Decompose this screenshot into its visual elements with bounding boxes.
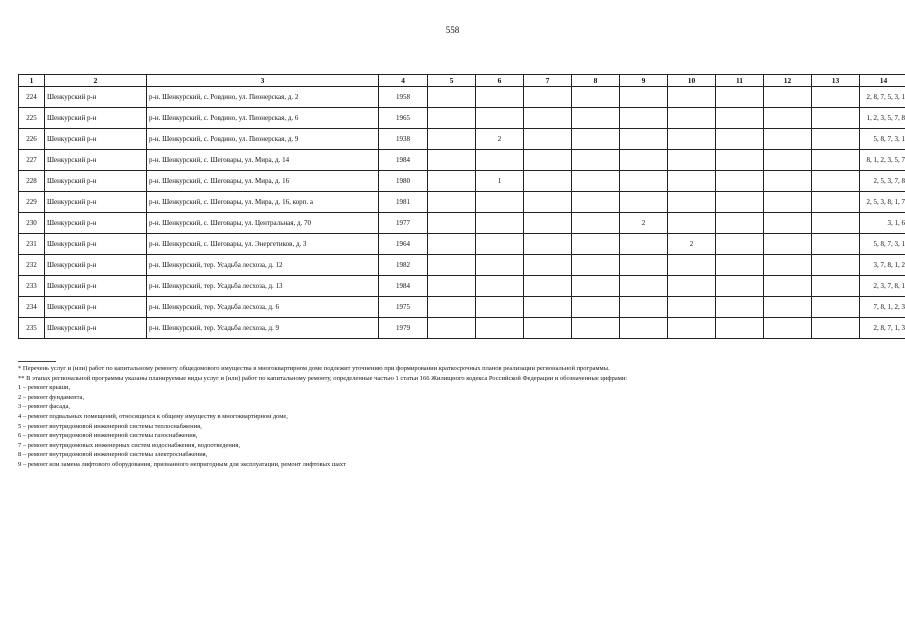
table-cell — [476, 255, 524, 276]
table-cell — [620, 171, 668, 192]
table-cell: 234 — [19, 297, 45, 318]
table-cell — [716, 276, 764, 297]
table-cell — [428, 234, 476, 255]
table-cell — [716, 255, 764, 276]
table-cell: 1, 2, 3, 5, 7, 8 — [860, 108, 905, 129]
table-cell: 7, 8, 1, 2, 3 — [860, 297, 905, 318]
column-header: 11 — [716, 75, 764, 87]
table-cell — [524, 255, 572, 276]
footnotes — [18, 364, 886, 470]
table-cell: 1979 — [379, 318, 428, 339]
table-cell — [620, 318, 668, 339]
table-cell: 232 — [19, 255, 45, 276]
footnote-line: 5 – ремонт внутридомовой инженерной системы теплоснабжения, — [18, 422, 202, 430]
table-cell: 2, 8, 7, 1, 3 — [860, 318, 905, 339]
table-cell: 1 — [476, 171, 524, 192]
table-cell — [476, 150, 524, 171]
table-cell: 1984 — [379, 150, 428, 171]
table-cell — [668, 276, 716, 297]
column-header: 2 — [45, 75, 147, 87]
table-cell — [572, 150, 620, 171]
table-cell — [620, 108, 668, 129]
table-cell — [764, 87, 812, 108]
table-cell — [572, 129, 620, 150]
table-cell — [716, 129, 764, 150]
column-header: 14 — [860, 75, 905, 87]
table-cell — [620, 129, 668, 150]
footnote-line: 4 – ремонт подвальных помещений, относящихся к общему имуществу в многоквартирном доме, — [18, 412, 288, 420]
table-cell: 2, 8, 7, 5, 3, 1 — [860, 87, 905, 108]
table-cell — [620, 234, 668, 255]
column-header: 9 — [620, 75, 668, 87]
table-row — [19, 192, 905, 213]
table-row — [19, 213, 905, 234]
table-cell — [428, 150, 476, 171]
column-header: 13 — [812, 75, 860, 87]
footnote-line: 2 – ремонт фундамента, — [18, 393, 85, 401]
table-cell — [476, 276, 524, 297]
footnote-line: 8 – ремонт внутридомовой инженерной системы электроснабжения, — [18, 451, 208, 459]
column-header: 7 — [524, 75, 572, 87]
table-cell: 231 — [19, 234, 45, 255]
table-cell — [812, 255, 860, 276]
table-cell — [524, 171, 572, 192]
table-cell — [812, 297, 860, 318]
table-cell: Шенкурский р-н — [45, 87, 147, 108]
table-cell: 1977 — [379, 213, 428, 234]
table-cell: 229 — [19, 192, 45, 213]
column-header: 5 — [428, 75, 476, 87]
table-cell: р-н. Шенкурский, с. Шеговары, ул. Мира, д. 16 — [147, 171, 379, 192]
column-header: 8 — [572, 75, 620, 87]
table-cell — [668, 255, 716, 276]
table-cell: 5, 8, 7, 3, 1 — [860, 234, 905, 255]
table-row — [19, 276, 905, 297]
table-cell: 1964 — [379, 234, 428, 255]
table-cell — [428, 108, 476, 129]
table-cell: 227 — [19, 150, 45, 171]
table-cell: 2 — [620, 213, 668, 234]
table-cell — [428, 297, 476, 318]
table-cell: Шенкурский р-н — [45, 318, 147, 339]
table-cell: 2, 3, 7, 8, 1 — [860, 276, 905, 297]
footnote-line: * Перечень услуг и (или) работ по капитальному ремонту общедомового имущества в многоквартирном доме подлежит уточнению при формировании краткосрочных планов реализации региональной программы. — [18, 365, 610, 372]
table-cell: 3, 7, 8, 1, 2 — [860, 255, 905, 276]
table-cell: 226 — [19, 129, 45, 150]
table-cell — [476, 318, 524, 339]
table-cell: 1975 — [379, 297, 428, 318]
table-cell: 225 — [19, 108, 45, 129]
column-header: 4 — [379, 75, 428, 87]
table-cell — [620, 150, 668, 171]
table-cell — [764, 255, 812, 276]
table-cell — [572, 276, 620, 297]
table-cell — [668, 129, 716, 150]
column-header: 10 — [668, 75, 716, 87]
table-cell: р-н. Шенкурский, тер. Усадьба лесхоза, д. 12 — [147, 255, 379, 276]
table-cell — [764, 171, 812, 192]
table-cell: Шенкурский р-н — [45, 255, 147, 276]
table-cell — [428, 255, 476, 276]
table-cell — [428, 171, 476, 192]
table-cell — [428, 87, 476, 108]
column-header: 12 — [764, 75, 812, 87]
table-cell — [668, 213, 716, 234]
table-cell — [524, 276, 572, 297]
table-cell: р-н. Шенкурский, тер. Усадьба лесхоза, д. 6 — [147, 297, 379, 318]
housing-register-table — [18, 74, 905, 339]
table-cell — [572, 108, 620, 129]
table-cell: 2, 5, 3, 8, 1, 7 — [860, 192, 905, 213]
table-cell: р-н. Шенкурский, с. Шеговары, ул. Центральная, д. 70 — [147, 213, 379, 234]
table-row — [19, 108, 905, 129]
table-cell — [812, 318, 860, 339]
table-cell — [572, 213, 620, 234]
table-cell — [572, 87, 620, 108]
table-cell — [668, 150, 716, 171]
table-cell: 1980 — [379, 171, 428, 192]
footnote-divider — [18, 361, 56, 362]
table-cell: 1965 — [379, 108, 428, 129]
table-cell — [812, 129, 860, 150]
table-cell — [620, 87, 668, 108]
table-row — [19, 150, 905, 171]
table-cell: 1982 — [379, 255, 428, 276]
table-cell — [668, 192, 716, 213]
table-row — [19, 318, 905, 339]
table-cell: р-н. Шенкурский, с. Ровдино, ул. Пионерская, д. 9 — [147, 129, 379, 150]
column-header: 6 — [476, 75, 524, 87]
table-cell — [524, 297, 572, 318]
table-cell: Шенкурский р-н — [45, 234, 147, 255]
table-cell: р-н. Шенкурский, с. Шеговары, ул. Энергетиков, д. 3 — [147, 234, 379, 255]
table-cell — [428, 213, 476, 234]
footnote-line: 9 – ремонт или замена лифтового оборудования, признанного непригодным для эксплуатации, ремонт лифтовых шахт — [18, 460, 346, 468]
table-row — [19, 129, 905, 150]
footnote-line: 6 – ремонт внутридомовой инженерной системы газоснабжения, — [18, 432, 198, 440]
table-cell: Шенкурский р-н — [45, 150, 147, 171]
table-cell — [668, 171, 716, 192]
page-number: 558 — [445, 25, 460, 35]
table-cell: 228 — [19, 171, 45, 192]
table-cell — [620, 276, 668, 297]
table-row — [19, 87, 905, 108]
table-cell: Шенкурский р-н — [45, 171, 147, 192]
table-cell: 8, 1, 2, 3, 5, 7 — [860, 150, 905, 171]
table-cell — [524, 234, 572, 255]
table-cell — [764, 276, 812, 297]
table-cell — [572, 318, 620, 339]
table-cell — [716, 318, 764, 339]
table-cell — [524, 213, 572, 234]
table-cell — [572, 192, 620, 213]
table-body — [19, 87, 905, 339]
table-cell — [620, 192, 668, 213]
table-cell: Шенкурский р-н — [45, 192, 147, 213]
table-cell — [572, 255, 620, 276]
table-cell: 230 — [19, 213, 45, 234]
table-cell: 233 — [19, 276, 45, 297]
table-cell — [812, 87, 860, 108]
table-cell — [476, 234, 524, 255]
table-cell: р-н. Шенкурский, с. Шеговары, ул. Мира, д. 16, корп. а — [147, 192, 379, 213]
table-cell — [716, 234, 764, 255]
table-cell — [764, 108, 812, 129]
table-cell — [716, 213, 764, 234]
table-cell — [524, 150, 572, 171]
table-cell: 1984 — [379, 276, 428, 297]
table-cell: 1938 — [379, 129, 428, 150]
footnote-line: 1 – ремонт крыши, — [18, 384, 71, 392]
table-cell — [476, 192, 524, 213]
table-cell — [668, 108, 716, 129]
table-cell: 5, 8, 7, 3, 1 — [860, 129, 905, 150]
footnote-line: 7 – ремонт внутридомовых инженерных систем водоснабжения, водоотведения, — [18, 441, 240, 449]
table-cell — [716, 150, 764, 171]
table-cell: р-н. Шенкурский, с. Шеговары, ул. Мира, д. 14 — [147, 150, 379, 171]
footnote-line: 3 – ремонт фасада, — [18, 403, 70, 411]
table-cell: 235 — [19, 318, 45, 339]
column-header: 3 — [147, 75, 379, 87]
table-cell — [524, 108, 572, 129]
table-cell — [572, 297, 620, 318]
table-cell — [812, 192, 860, 213]
table-cell — [812, 213, 860, 234]
table-cell: р-н. Шенкурский, с. Ровдино, ул. Пионерская, д. 2 — [147, 87, 379, 108]
table-cell — [476, 87, 524, 108]
table-cell: 1958 — [379, 87, 428, 108]
table-cell — [764, 213, 812, 234]
table-cell — [668, 297, 716, 318]
table-cell — [620, 297, 668, 318]
table-cell — [716, 192, 764, 213]
table-cell — [524, 318, 572, 339]
table-cell: Шенкурский р-н — [45, 297, 147, 318]
table-cell — [716, 108, 764, 129]
table-cell — [428, 192, 476, 213]
table-cell — [668, 318, 716, 339]
table-cell — [764, 318, 812, 339]
footnote-line: ** В этапах региональной программы указаны планируемые виды услуг и (или) работ по капитальному ремонту, определенные частью 1 статьи 166 Жилищного кодекса Российской Федерации и обозначенные цифрами: — [18, 374, 628, 382]
table-cell: 3, 1, 6 — [860, 213, 905, 234]
table-cell: Шенкурский р-н — [45, 108, 147, 129]
table-cell: 2, 5, 3, 7, 8 — [860, 171, 905, 192]
table-cell — [476, 213, 524, 234]
table-cell — [668, 87, 716, 108]
table-cell — [524, 192, 572, 213]
table-cell: Шенкурский р-н — [45, 213, 147, 234]
table-cell — [572, 171, 620, 192]
table-cell — [764, 234, 812, 255]
table-cell: р-н. Шенкурский, с. Ровдино, ул. Пионерская, д. 6 — [147, 108, 379, 129]
table-cell — [764, 129, 812, 150]
table-cell: Шенкурский р-н — [45, 276, 147, 297]
table-cell — [620, 255, 668, 276]
table-cell: 2 — [476, 129, 524, 150]
table-cell: 1981 — [379, 192, 428, 213]
table-row — [19, 255, 905, 276]
table-row — [19, 171, 905, 192]
table-cell: 2 — [668, 234, 716, 255]
table-cell: р-н. Шенкурский, тер. Усадьба лесхоза, д. 13 — [147, 276, 379, 297]
table-cell — [716, 297, 764, 318]
table-cell — [716, 171, 764, 192]
table-cell — [428, 276, 476, 297]
table-cell — [716, 87, 764, 108]
table-cell — [812, 234, 860, 255]
table-cell — [428, 129, 476, 150]
table-cell — [812, 276, 860, 297]
table-cell — [476, 297, 524, 318]
table-cell — [764, 297, 812, 318]
table-cell: р-н. Шенкурский, тер. Усадьба лесхоза, д. 9 — [147, 318, 379, 339]
table-cell — [764, 192, 812, 213]
table-cell — [572, 234, 620, 255]
table-cell — [428, 318, 476, 339]
table-cell — [812, 171, 860, 192]
table-cell — [812, 108, 860, 129]
table-header-row — [19, 75, 905, 87]
table-cell — [524, 129, 572, 150]
table-cell — [764, 150, 812, 171]
table-cell — [524, 87, 572, 108]
table-cell: Шенкурский р-н — [45, 129, 147, 150]
column-header: 1 — [19, 75, 45, 87]
table-cell: 224 — [19, 87, 45, 108]
table-row — [19, 297, 905, 318]
table-row — [19, 234, 905, 255]
table-cell — [812, 150, 860, 171]
table-cell — [476, 108, 524, 129]
